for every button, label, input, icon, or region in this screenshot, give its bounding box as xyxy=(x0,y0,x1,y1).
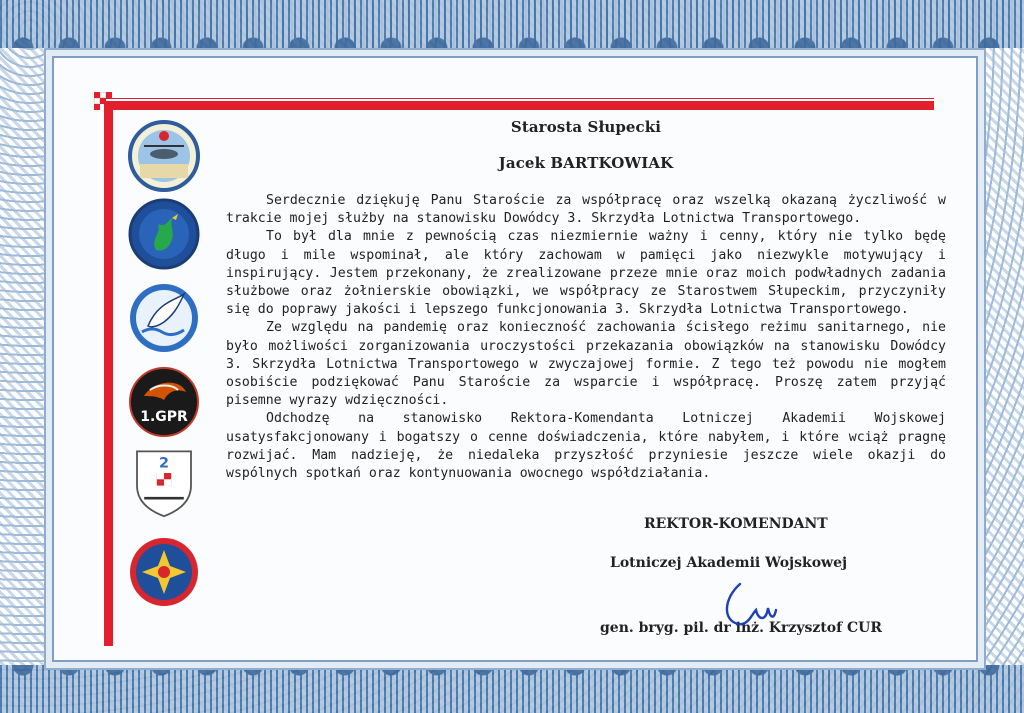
letter-addressee: Jacek BARTKOWIAK xyxy=(498,154,674,172)
emblem-stork-badge xyxy=(128,282,200,354)
signature-name: gen. bryg. pil. dr inż. Krzysztof CUR xyxy=(600,620,883,636)
emblem-shield-label: 2 xyxy=(158,455,170,472)
letter-paragraph: To był dla mnie z pewnością czas niezmiernie ważny i cenny, który nie tylko będę długo i mile wspominał, ale który zachowam w pamięci jako niezwykle motywujący i inspirujący. Jestem przekonany, że zrealizowane przeze mnie oraz moich podwładnych zadania służbowe oraz żołnierskie obowiązki, we współpracy ze Starostwem Słupeckim, przyczyniły się do poprawy jakości i lepszego funkcjonowania 3. Skrzydła Lotnictwa Transportowego. xyxy=(226,229,946,318)
signature-institution: Lotniczej Akademii Wojskowej xyxy=(610,555,848,571)
red-vertical-bar xyxy=(104,101,113,646)
signature-title: REKTOR-KOMENDANT xyxy=(644,516,828,532)
red-horizontal-bar xyxy=(104,101,934,110)
emblem-1gpr-badge xyxy=(128,366,200,438)
letter-heading: Starosta Słupecki xyxy=(510,118,662,136)
handwritten-signature xyxy=(716,580,786,640)
letter-paragraph: Odchodzę na stanowisko Rektora-Komendanta Lotniczej Akademii Wojskowej usatysfakcjonowany i bogatszy o cenne doświadczenia, które nabyłem, i które wciąż pragnę rozwijać. Mam nadzieję, że niedaleka przyszłość przyniesie jeszcze wiele okazji do wspólnych spotkań oraz kontynuowania owocnego współdziałania. xyxy=(226,411,946,482)
emblem-dragon-badge xyxy=(128,198,200,270)
emblem-shield-badge xyxy=(128,446,200,518)
letter-paragraph: Ze względu na pandemię oraz konieczność zachowania ścisłego reżimu sanitarnego, nie było możliwości zorganizowania uroczystości przekazania obowiązków na stanowisku Dowódcy 3. Skrzydła Lotnictwa Transportowego w zwyczajowej formie. Z tego też powodu nie mogłem osobiście podziękować Panu Staroście za wsparcie i współpracę. Proszę zatem przyjąć pisemne wyrazy wdzięczności. xyxy=(226,320,946,409)
frame-top-band xyxy=(0,0,1024,48)
letter-body xyxy=(226,118,946,483)
emblem-cross-badge xyxy=(128,536,200,608)
frame-bottom-band xyxy=(0,665,1024,713)
letter-paragraph: Serdecznie dziękuję Panu Staroście za współpracę oraz wszelką okazaną życzliwość w trakcie mojej służby na stanowisku Dowódcy 3. Skrzydła Lotnictwa Transportowego. xyxy=(226,193,946,227)
emblem-helicopter-badge xyxy=(128,120,200,192)
emblem-1gpr-label: 1.GPR xyxy=(140,409,188,425)
